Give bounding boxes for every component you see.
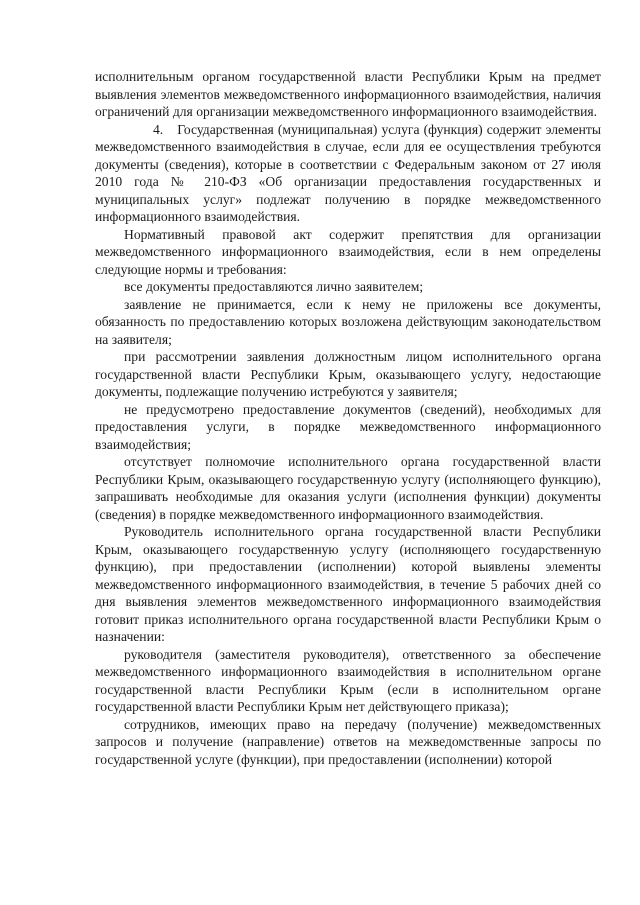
paragraph: Руководитель исполнительного органа государственной власти Республики Крым, оказывающего государственную услугу (исполняющего государственную функцию), при предоставлении (исполнении) которой выявлены элементы межведомственного информационного взаимодействия, в течение 5 рабочих дней со дня выявления элементов межведомственного информационного взаимодействия готовит приказ исполнительного органа государственной власти Республики Крым о назначении: (95, 524, 601, 644)
paragraph: при рассмотрении заявления должностным лицом исполнительного органа государственной власти Республики Крым, оказывающего услугу, недостающие документы, подлежащие получению истребуются у заявителя; (95, 349, 601, 399)
paragraph: не предусмотрено предоставление документов (сведений), необходимых для предоставления услуги, в порядке межведомственного информационного взаимодействия; (95, 401, 601, 452)
paragraph: руководителя (заместителя руководителя), ответственного за обеспечение межведомственного информационного взаимодействия в исполнительном органе государственной власти Республики Крым (если в исполнительном органе государственной власти Республики Крым нет действующего приказа); (95, 646, 601, 714)
paragraph-number: 4. (153, 121, 164, 137)
document-page (95, 68, 601, 768)
paragraph: Нормативный правовой акт содержит препятствия для организации межведомственного информационного взаимодействия, если в нем определены следующие нормы и требования: (95, 226, 601, 277)
paragraph-text: Государственная (муниципальная) услуга (функция) содержит элементы межведомственного взаимодействия в случае, если для ее осуществления требуются документы (сведения), которые в соответствии с Федеральным законом от 27 июля 2010 года № 210-ФЗ «Об организации предоставления государственных и муниципальных услуг» подлежат получению в порядке межведомственного информационного взаимодействия. (95, 121, 601, 224)
paragraph-continuation: исполнительным органом государственной власти Республики Крым на предмет выявления элементов межведомственного информационного взаимодействия, наличия ограничений для организации межведомственного информационного взаимодействия. (95, 69, 601, 119)
paragraph: отсутствует полномочие исполнительного органа государственной власти Республики Крым, оказывающего государственную услугу (исполняющего функцию), запрашивать необходимые для оказания услуги (исполнения функции) документы (сведения) в порядке межведомственного информационного взаимодействия. (95, 454, 601, 522)
paragraph: все документы предоставляются лично заявителем; (124, 279, 424, 294)
paragraph-item-4 (95, 121, 601, 226)
paragraph: заявление не принимается, если к нему не приложены все документы, обязанность по предоставлению которых возложена действующим законодательством на заявителя; (95, 296, 601, 347)
paragraph: сотрудников, имеющих право на передачу (получение) межведомственных запросов и получение (направление) ответов на межведомственные запросы по государственной услуге (функции), при предоставлении (исполнении) которой (95, 716, 601, 767)
